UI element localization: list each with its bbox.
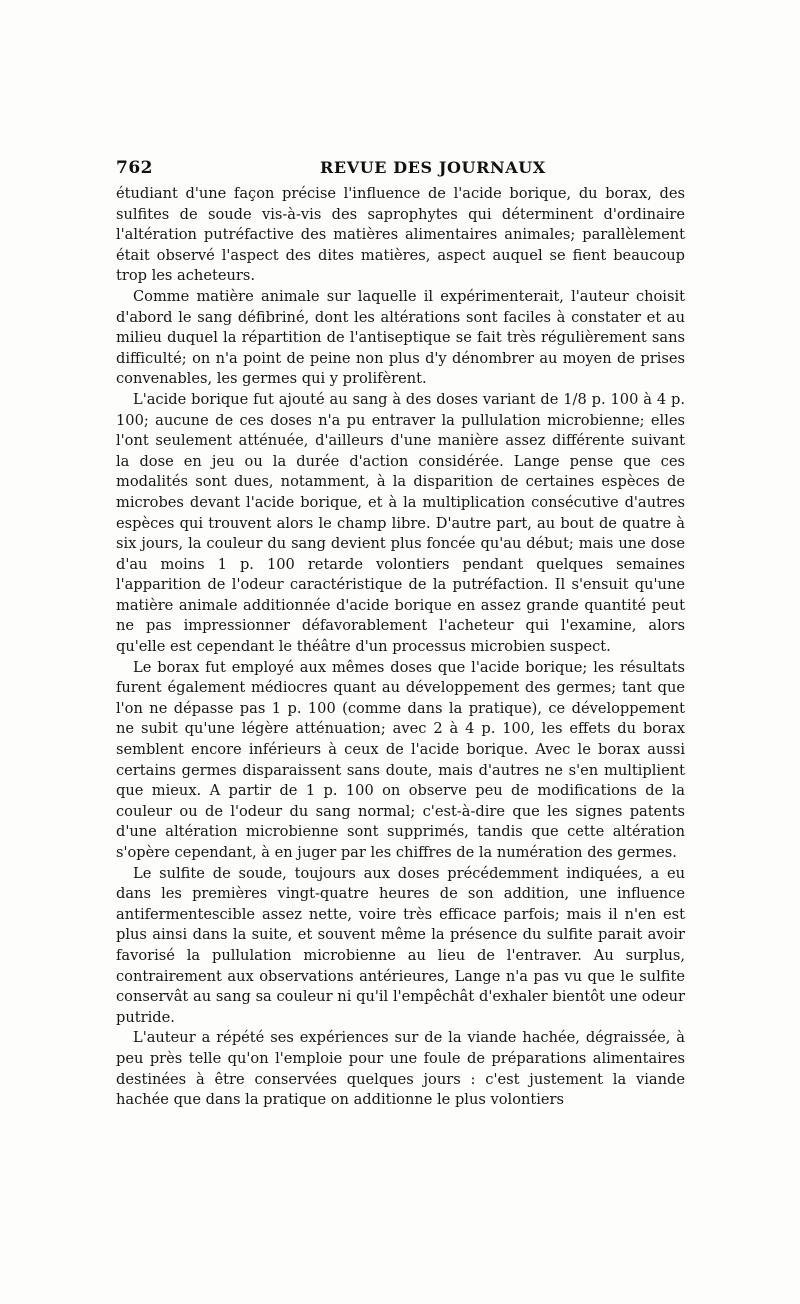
paragraph-sulfite-de-soude: Le sulfite de soude, toujours aux doses précédemment indiquées, a eu dans les premières vingt-quatre heures de son addition, une influence antifermentescible assez nette, voire très efficace parfois; mais il n'en est plus ainsi dans la suite, et souvent même la présence du sulfite parait avoir favorisé la pullulation microbienne au lieu de l'entraver. Au surplus, contrairement aux observations antérieures, Lange n'a pas vu que le sulfite conservât au sang sa couleur ni qu'il l'empêchât d'exhaler bientôt une odeur putride. [116,864,685,1026]
running-head [116,158,686,182]
body-text [116,184,685,1111]
paragraph-viande-hachee: L'auteur a répété ses expériences sur de la viande hachée, dégraissée, à peu près telle qu'on l'emploie pour une foule de préparations alimentaires destinées à être conservées quelques jours : c'est justement la viande hachée que dans la pratique on additionne le plus volontiers [116,1029,685,1109]
paragraph-acide-borique: L'acide borique fut ajouté au sang à des doses variant de 1/8 p. 100 à 4 p. 100; aucune de ces doses n'a pu entraver la pullulation microbienne; elles l'ont seulement atténuée, d'ailleurs d'une manière assez différente suivant la dose en jeu ou la durée d'action considérée. Lange pense que ces modalités sont dues, notamment, à la disparition de certaines espèces de microbes devant l'acide borique, et à la multiplication consécutive d'autres espèces qui trouvent alors le champ libre. D'autre part, au bout de quatre à six jours, la couleur du sang devient plus foncée qu'au début; mais une dose d'au moins 1 p. 100 retarde volontiers pendant quelques semaines l'apparition de l'odeur caractéristique de la putréfaction. Il s'ensuit qu'une matière animale additionnée d'acide borique en assez grande quantité peut ne pas impressionner défavorablement l'acheteur qui l'examine, alors qu'elle est cependant le théâtre d'un processus microbien suspect. [116,390,685,656]
paragraph-continuation: étudiant d'une façon précise l'influence de l'acide borique, du borax, des sulfites de soude vis-à-vis des saprophytes qui déterminent d'ordinaire l'altération putréfactive des matières alimentaires animales; parallèlement était observé l'aspect des dites matières, aspect auquel se fient beaucoup trop les acheteurs. [116,185,685,285]
page-number: 762 [116,158,153,178]
paragraph-sang-defibrine: Comme matière animale sur laquelle il expérimenterait, l'auteur choisit d'abord le sang défibriné, dont les altérations sont faciles à constater et au milieu duquel la répartition de l'antiseptique se fait très régulièrement sans difficulté; on n'a point de peine non plus d'y dénombrer au moyen de prises convenables, les germes qui y prolifèrent. [116,287,685,388]
journal-title: REVUE DES JOURNAUX [320,158,546,177]
paragraph-borax: Le borax fut employé aux mêmes doses que l'acide borique; les résultats furent également médiocres quant au développement des germes; tant que l'on ne dépasse pas 1 p. 100 (comme dans la pratique), ce développement ne subit qu'une légère atténuation; avec 2 à 4 p. 100, les effets du borax semblent encore inférieurs à ceux de l'acide borique. Avec le borax aussi certains germes disparaissent sans doute, mais d'autres ne s'en multiplient que mieux. A partir de 1 p. 100 on observe peu de modifications de la couleur ou de l'odeur du sang normal; c'est-à-dire que les signes patents d'une altération microbienne sont supprimés, tandis que cette altération s'opère cependant, à en juger par les chiffres de la numération des germes. [116,658,685,861]
